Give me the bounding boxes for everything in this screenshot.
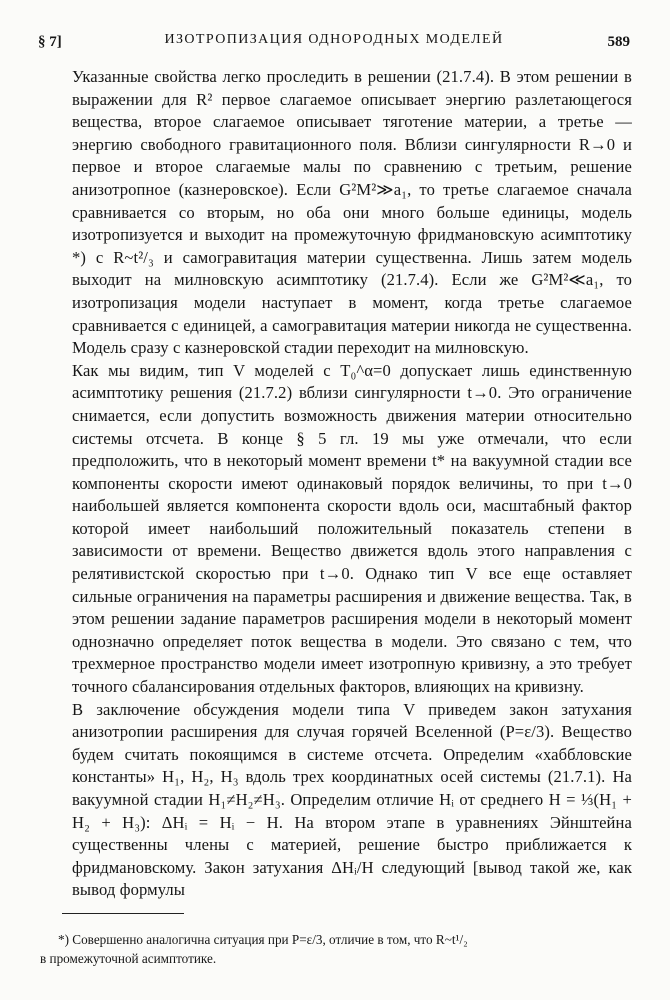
paragraph-1: Указанные свойства легко проследить в решении (21.7.4). В этом решении в выражении для R² первое слагаемое описывает энергию разлетающегося вещества, второе слагаемое описывает тяготение материи, а третье — энергию свободного гравитационного поля. Вблизи сингулярности R→0 и первое и второе слагаемые малы по сравнению с третьим, решение анизотропное (казнеровское). Если G²M²≫a₁, то третье слагаемое сначала сравнивается со вторым, но оба они много больше единицы, модель изотропизуется и выходит на промежуточную фридмановскую асимптотику *) с R~t²/₃ и самогравитация материи существенна. Лишь затем модель выходит на милновскую асимптотику (21.7.4). Если же G²M²≪a₁, то изотропизация модели наступает в момент, когда третье слагаемое сравнивается с единицей, а самогравитация материи никогда не существенна. Модель сразу с казнеровской стадии переходит на милновскую. bbox=[72, 67, 632, 358]
footnote bbox=[40, 930, 632, 968]
footnote-line-2: в промежуточной асимптотике. bbox=[40, 951, 217, 966]
footnote-line-1: *) Совершенно аналогична ситуация при P=ε/3, отличие в том, что R~t¹/₂ bbox=[58, 932, 468, 947]
paragraph-2: Как мы видим, тип V моделей с T₀^α=0 допускает лишь единственную асимптотику решения (21.7.2) вблизи сингулярности t→0. Это ограничение снимается, если допустить возможность движения материи относительно системы отсчета. В конце § 5 гл. 19 мы уже отмечали, что если предположить, что в некоторый момент времени t* на вакуумной стадии все компоненты скорости имеют одинаковый порядок величины, то при t→0 наибольшей является компонента скорости вдоль оси, масштабный фактор которой имеет наибольший положительный показатель степени в зависимости от времени. Вещество движется вдоль этого направления с релятивистской скоростью при t→0. Однако тип V все еще оставляет сильные ограничения на параметры расширения и движение вещества. Так, в этом решении задание параметров расширения модели в некоторый момент однозначно определяет поток вещества в модели. Это связано с тем, что трехмерное пространство модели имеет изотропную кривизну, а это требует точного сбалансирования отдельных факторов, влияющих на кривизну. bbox=[72, 360, 632, 697]
running-title: ИЗОТРОПИЗАЦИЯ ОДНОРОДНЫХ МОДЕЛЕЙ bbox=[164, 32, 504, 47]
paragraph-3: В заключение обсуждения модели типа V приведем закон затухания анизотропии расширения для случая горячей Вселенной (P=ε/3). Вещество будем считать покоящимся в системе отсчета. Определим «хаббловские константы» H₁, H₂, H₃ вдоль трех координатных осей системы (21.7.1). На вакуумной стадии H₁≠H₂≠H₃. Определим отличие Hᵢ от среднего H = ⅓(H₁ + H₂ + H₃): ΔHᵢ = Hᵢ − H. На втором этапе в уравнениях Эйнштейна существенны члены с материей, решение быстро приближается к фридмановскому. Закон затухания ΔHᵢ/H следующий [вывод такой же, как вывод формулы bbox=[72, 699, 632, 900]
main-text bbox=[72, 66, 632, 902]
page-number: 589 bbox=[607, 34, 630, 50]
running-header bbox=[38, 30, 630, 54]
footnote-rule bbox=[62, 913, 184, 914]
section-marker: § 7] bbox=[38, 34, 62, 50]
